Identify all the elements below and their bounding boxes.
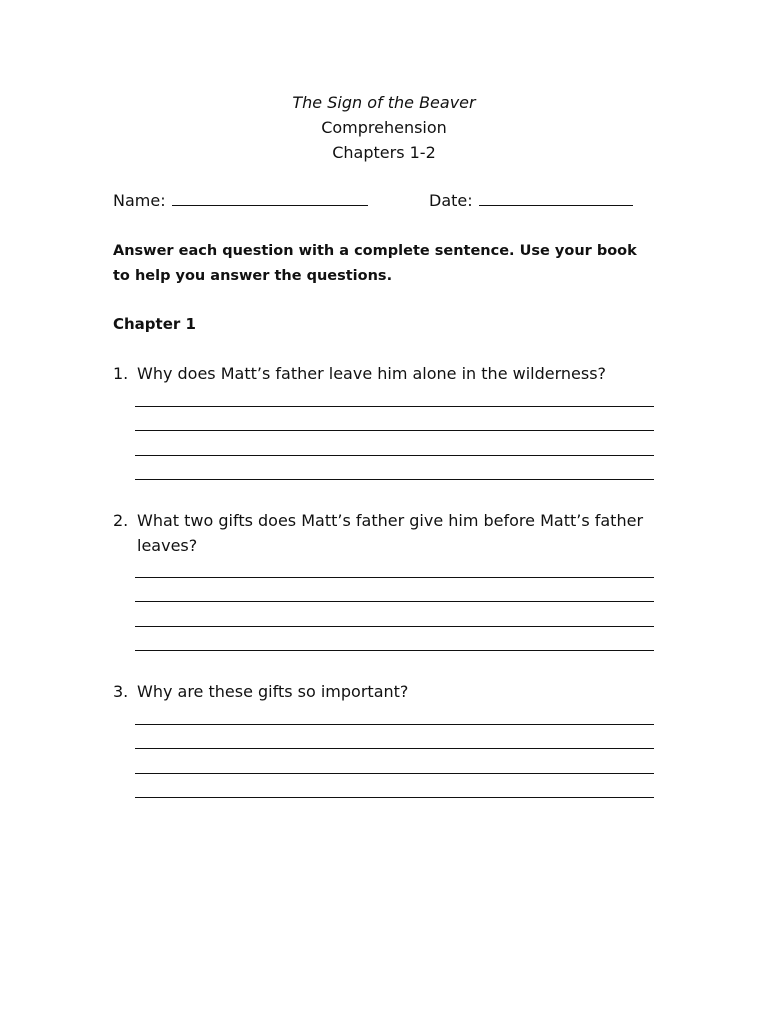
question-number: 2. [113,511,129,530]
answer-line[interactable] [135,553,654,578]
question-text: What two gifts does Matt’s father give him before Matt’s father leaves? [137,511,644,555]
date-field[interactable] [429,190,633,212]
question-text: Why are these gifts so important? [137,682,409,701]
answer-line[interactable] [135,749,654,774]
date-blank[interactable] [479,191,633,206]
worksheet-header [0,90,768,165]
name-field[interactable] [113,190,368,212]
answer-lines-1[interactable] [135,382,654,480]
answer-line[interactable] [135,627,654,652]
answer-line[interactable] [135,578,654,603]
answer-line[interactable] [135,774,654,799]
instructions: Answer each question with a complete sentence. Use your book to help you answer the questions. [113,243,637,284]
question-text: Why does Matt’s father leave him alone in the wilderness? [137,364,607,383]
answer-line[interactable] [135,700,654,725]
book-title: The Sign of the Beaver [292,93,476,112]
answer-lines-3[interactable] [135,700,654,798]
answer-line[interactable] [135,456,654,481]
chapters-label: Chapters 1-2 [332,143,436,162]
answer-line[interactable] [135,725,654,750]
worksheet-subtitle: Comprehension [321,118,447,137]
name-label: Name: [113,191,166,210]
answer-line[interactable] [135,382,654,407]
date-label: Date: [429,191,473,210]
question-2 [113,508,658,558]
question-number: 3. [113,682,129,701]
answer-lines-2[interactable] [135,553,654,651]
question-number: 1. [113,364,129,383]
answer-line[interactable] [135,602,654,627]
answer-line[interactable] [135,431,654,456]
answer-line[interactable] [135,407,654,432]
chapter-heading: Chapter 1 [113,315,196,333]
name-blank[interactable] [172,191,368,206]
